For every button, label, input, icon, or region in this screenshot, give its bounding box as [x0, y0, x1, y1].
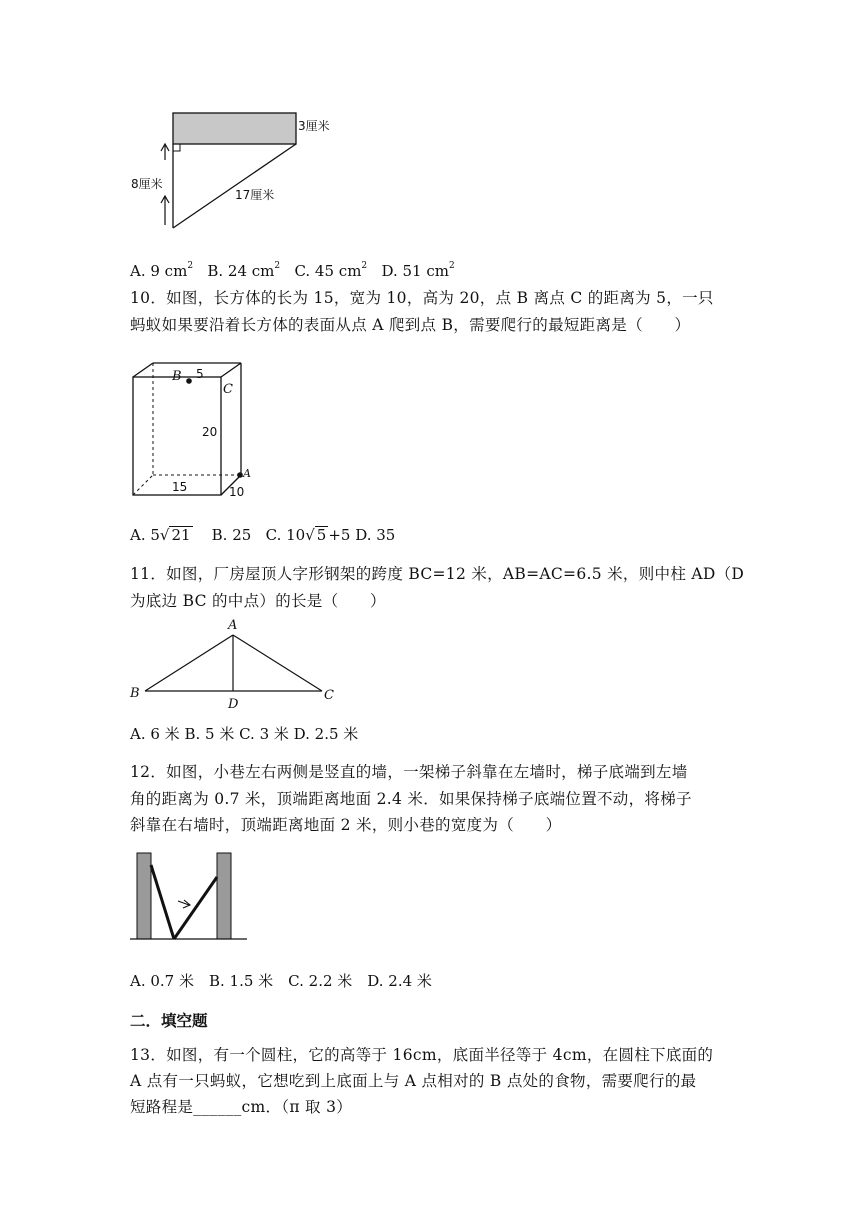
q11-label-b: B — [130, 686, 140, 701]
q9-label-hyp: 17厘米 — [235, 188, 275, 202]
q11-label-a: A — [228, 618, 238, 633]
q11-text-line2: 为底边 BC 的中点）的长是（ ） — [130, 592, 386, 610]
q10-option-d: D. 35 — [355, 526, 396, 544]
q11-options: A. 6 米 B. 5 米 C. 3 米 D. 2.5 米 — [130, 725, 359, 743]
q9-hypotenuse — [173, 144, 296, 228]
q11-truss-figure — [125, 615, 355, 710]
q9-option-c: C. 45 $cm^2$ — [294, 261, 368, 280]
q11-side-ac — [233, 635, 322, 691]
q12-right-wall — [217, 853, 231, 939]
q12-options: A. 0.7 米 B. 1.5 米 C. 2.2 米 D. 2.4 米 — [130, 972, 432, 990]
q12-ladder-right — [174, 877, 217, 939]
q9-options — [130, 254, 455, 283]
q10-label-c: C — [223, 382, 233, 397]
q11-side-ab — [145, 635, 233, 691]
q10-label-ten: 10 — [229, 485, 245, 499]
q10-option-c: C. 10√ 5 +5 — [265, 526, 351, 544]
q9-option-a: A. 9 $cm^2$ — [130, 261, 194, 280]
q11-label-d: D — [228, 697, 239, 712]
q11-text-line1: 11．如图，厂房屋顶人字形钢架的跨度 BC=12 米，AB=AC=6.5 米，则中柱 AD（D — [130, 565, 745, 583]
q10-option-b: B. 25 — [211, 526, 252, 544]
q10-label-five: 5 — [196, 367, 204, 381]
q10-label-fifteen: 15 — [172, 480, 188, 494]
q10-hidden-diagonal — [133, 475, 153, 495]
section-title-fill-in: 二．填空题 — [130, 1012, 208, 1030]
q11-label-c: C — [324, 688, 334, 703]
q9-option-b: B. 24 $cm^2$ — [207, 261, 281, 280]
q12-left-wall — [137, 853, 151, 939]
q9-shaded-rect — [173, 113, 296, 144]
q10-point-b — [186, 378, 192, 384]
q9-option-d: D. 51 $cm^2$ — [381, 261, 455, 280]
q12-text-line2: 角的距离为 0.7 米，顶端距离地面 2.4 米．如果保持梯子底端位置不动，将梯子 — [130, 790, 692, 808]
q9-figure — [125, 105, 365, 240]
q12-text-line1: 12．如图，小巷左右两侧是竖直的墙，一架梯子斜靠在左墙时，梯子底端到左墙 — [130, 763, 688, 781]
q10-top-right-edge — [221, 363, 241, 377]
q12-ladder-left — [151, 865, 174, 939]
q12-alley-figure — [125, 845, 255, 945]
q9-label-left: 8厘米 — [131, 177, 163, 191]
q10-text-line2: 蚂蚁如果要沿着长方体的表面从点 A 爬到点 B，需要爬行的最短距离是（ ） — [130, 316, 691, 334]
q13-text-line1: 13．如图，有一个圆柱，它的高等于 16cm，底面半径等于 4cm，在圆柱下底面的 — [130, 1046, 714, 1064]
q10-option-a: A. 5√ 21 — [130, 526, 191, 544]
q12-text-line3: 斜靠在右墙时，顶端距离地面 2 米，则小巷的宽度为（ ） — [130, 816, 562, 834]
q10-label-twenty: 20 — [202, 425, 218, 439]
q9-label-top: 3厘米 — [298, 119, 330, 133]
q10-cuboid-figure — [125, 355, 275, 505]
q10-point-a — [237, 472, 243, 478]
q10-label-a: A — [243, 467, 251, 480]
q13-text-line3: 短路程是______cm．（π 取 3） — [130, 1098, 353, 1116]
q13-text-line2: A 点有一只蚂蚁，它想吃到上底面上与 A 点相对的 B 点处的食物，需要爬行的最 — [130, 1072, 697, 1090]
q9-right-angle-mark — [173, 144, 180, 151]
q10-label-b: B — [172, 369, 182, 384]
q10-top-left-edge — [133, 363, 153, 377]
q10-options — [130, 523, 395, 547]
q10-text-line1: 10．如图，长方体的长为 15，宽为 10，高为 20，点 B 离点 C 的距离为 5，一只 — [130, 289, 714, 307]
